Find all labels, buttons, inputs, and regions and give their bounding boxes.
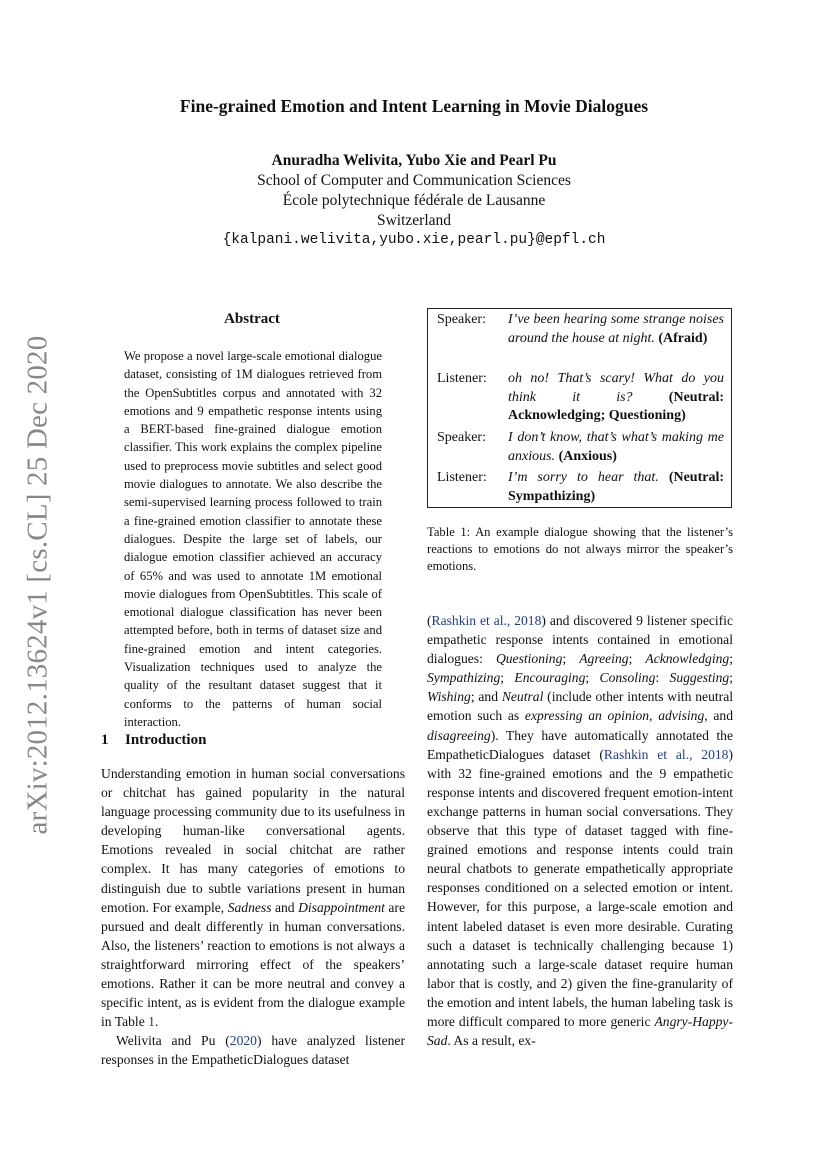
section-title: Introduction — [125, 732, 207, 748]
section-number: 1 — [101, 732, 109, 748]
utterance: I don’t know, that’s what’s making me anxious. (Anxious) — [508, 430, 724, 464]
affiliation-line-1: School of Computer and Communication Sciences — [257, 172, 571, 189]
introduction-left-column — [101, 764, 405, 1070]
paragraph: Understanding emotion in human social conversations or chitchat has gained popularity in the natural language processing community due to its usefulness in developing human-like conversational agents. Emotions revealed in social chitchat are rather complex. It has many categories of emotions to distinguish due to subtle variations present in human emotion. For example, Sadness and Disappointment are pursued and dealt differently in human conversations. Also, the listeners’ reaction to emotions is not always a straightforward mirroring effect of the speakers’ emotions. Rather it can be more neutral and convey a specific intent, as is evident from the dialogue example in Table 1. — [101, 766, 405, 1030]
table-reference-link[interactable]: 1 — [148, 1014, 155, 1030]
affiliation-line-3: Switzerland — [376, 212, 452, 229]
author-email: {kalpani.welivita,yubo.xie,pearl.pu}@epfl.ch — [222, 232, 606, 248]
abstract-text: We propose a novel large-scale emotional dialogue dataset, consisting of 1M dialogues retrieved from the OpenSubtitles corpus and annotated with 32 emotions and 9 empathetic response intents using a BERT-based fine-grained dialogue emotion classifier. This work explains the complex pipeline used to preprocess movie subtitles and select good movie dialogues to annotate. We also describe the semi-supervised learning process followed to train a fine-grained emotion classifier to annotate these dialogues. Despite the large set of labels, our dialogue emotion classifier achieved an accuracy of 65% and was used to annotate 1M emotional movie dialogues from OpenSubtitles. This scale of emotional dialogue classification has never been attempted before, both in terms of dataset size and fine-grained emotion and intent categories. Visualization techniques used to analyze the quality of the resultant dataset suggest that it conforms to the patterns of human social interaction. — [124, 349, 382, 729]
table-caption: Table 1: An example dialogue showing that the listener’s reactions to emotions do not always mirror the speaker’s emotions. — [427, 525, 733, 573]
speaker-label: Listener: — [437, 371, 487, 386]
utterance: I’ve been hearing some strange noises around the house at night. (Afraid) — [508, 312, 724, 346]
speaker-label: Speaker: — [437, 430, 486, 445]
speaker-label: Speaker: — [437, 312, 486, 327]
utterance: I’m sorry to hear that. (Neutral: Sympathizing) — [508, 470, 725, 504]
section-heading-introduction — [101, 732, 206, 749]
speaker-label: Listener: — [437, 470, 487, 485]
abstract-heading: Abstract — [224, 311, 280, 327]
citation-link[interactable]: Rashkin et al., 2018 — [603, 746, 729, 762]
affiliation-line-2: École polytechnique fédérale de Lausanne — [282, 192, 546, 209]
citation-link[interactable]: 2020 — [229, 1033, 257, 1049]
utterance: oh no! That’s scary! What do you think it is? (Neutral: Acknowledging; Questioning) — [508, 371, 724, 424]
paragraph: (Rashkin et al., 2018) and discovered 9 listener specific empathetic response intents contained in emotional dialogues: Questioning; Agreeing; Acknowledging; Sympathizing; Encouraging; Consoling: Suggesting; Wishing; and Neutral (include other intents with neutral emotion such as expressing an opinion, advising, and disagreeing). They have automatically annotated the EmpatheticDialogues dataset (Rashkin et al., 2018) with 32 fine-grained emotions and the 9 empathetic response intents and discovered frequent emotion-intent exchange patterns in human social conversations. They observe that this type of dataset tagged with fine-grained emotions and response intents could train neural chatbots to generate empathetically appropriate responses conditioned on a selected emotion or intent. However, for this purpose, a large-scale emotion and intent labeled dataset is even more desirable. Curating such a dataset is technically challenging because 1) annotating such a large-scale dataset require human labor that is costly, and 2) given the fine-granularity of the emotion and intent labels, the human labeling task is more difficult compared to more generic Angry-Happy-Sad. As a result, ex- — [427, 613, 734, 1049]
paragraph: Welivita and Pu (2020) have analyzed listener responses in the EmpatheticDialogues dataset — [101, 1033, 405, 1068]
paper-title: Fine-grained Emotion and Intent Learning in Movie Dialogues — [179, 96, 649, 116]
arxiv-identifier: arXiv:2012.13624v1 [cs.CL] 25 Dec 2020 — [21, 335, 54, 835]
introduction-right-column — [427, 611, 733, 1050]
dialogue-table — [427, 308, 732, 508]
author-list: Anuradha Welivita, Yubo Xie and Pearl Pu — [271, 152, 557, 169]
citation-link[interactable]: Rashkin et al., 2018 — [431, 613, 542, 628]
